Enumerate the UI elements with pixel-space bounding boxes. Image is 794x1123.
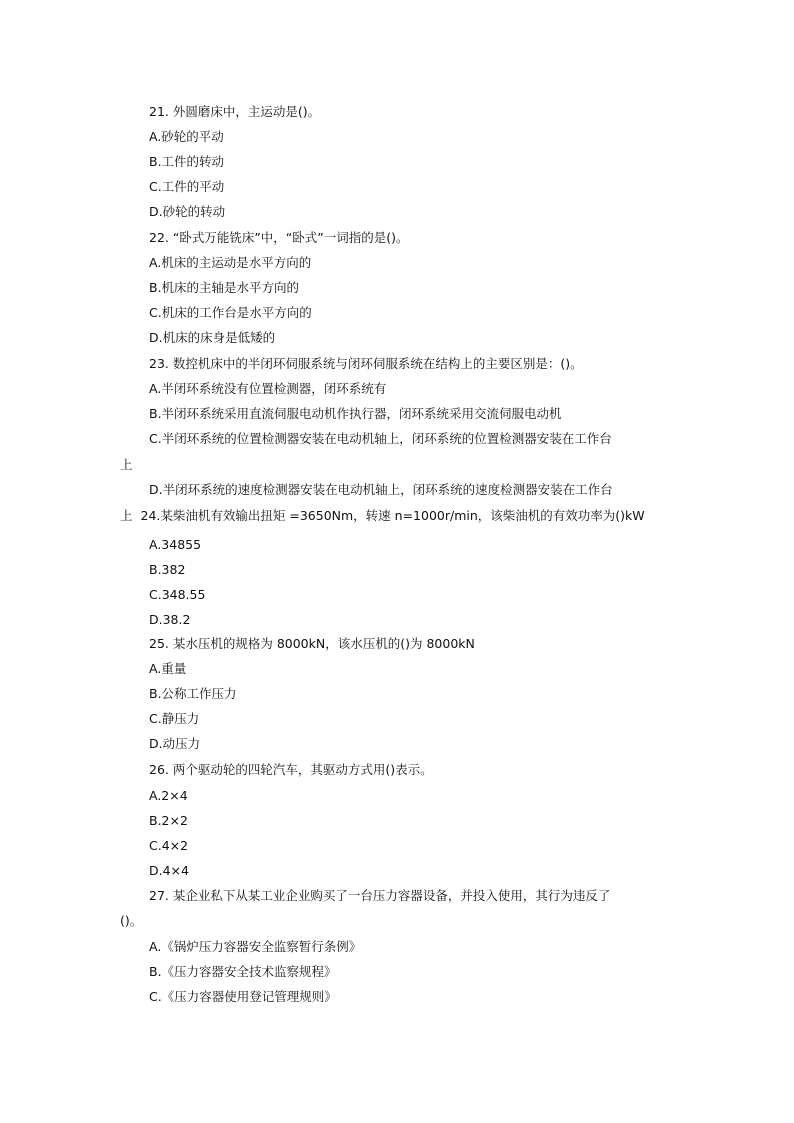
option: B.382 [149, 562, 186, 577]
option: D.38.2 [149, 612, 191, 627]
option: B.公称工作压力 [149, 686, 237, 701]
option: B.工件的转动 [149, 154, 225, 169]
question-25-stem: 25. 某水压机的规格为 8000kN，该水压机的()为 8000kN [149, 636, 475, 651]
option: D.机床的床身是低矮的 [149, 330, 276, 345]
question-27-stem: 27. 某企业私下从某工业企业购买了一台压力容器设备，并投入使用，其行为违反了 [149, 888, 611, 903]
option: D.4×4 [149, 863, 189, 878]
option-continuation: 上 [120, 457, 133, 472]
option: A.2×4 [149, 788, 188, 803]
option: C.半闭环系统的位置检测器安装在电动机轴上，闭环系统的位置检测器安装在工作台 [149, 431, 612, 446]
option: C.工件的平动 [149, 179, 225, 194]
option: A.砂轮的平动 [149, 129, 224, 144]
question-26-stem: 26. 两个驱动轮的四轮汽车，其驱动方式用()表示。 [149, 762, 433, 777]
option: D.半闭环系统的速度检测器安装在电动机轴上，闭环系统的速度检测器安装在工作台 [149, 482, 613, 497]
option: B.半闭环系统采用直流伺服电动机作执行器，闭环系统采用交流伺服电动机 [149, 406, 562, 421]
option: B.2×2 [149, 813, 188, 828]
option: C.《压力容器使用登记管理规则》 [149, 989, 337, 1004]
option: A.半闭环系统没有位置检测器，闭环系统有 [149, 381, 387, 396]
question-24-stem: 24.某柴油机有效输出扭矩 =3650Nm，转速 n=1000r/min，该柴油机的有效功率为()kW [140, 508, 645, 523]
option: A.34855 [149, 537, 202, 552]
option-continuation: 上 [120, 508, 133, 523]
question-22-stem: 22. “卧式万能铣床”中，“卧式”一词指的是()。 [149, 230, 409, 245]
question-21-stem: 21. 外圆磨床中，主运动是()。 [149, 104, 321, 119]
mixed-line [120, 508, 645, 524]
option: C.4×2 [149, 838, 189, 853]
option: C.机床的工作台是水平方向的 [149, 305, 312, 320]
option: A.重量 [149, 661, 187, 676]
option: D.砂轮的转动 [149, 204, 226, 219]
option: A.《锅炉压力容器安全监察暂行条例》 [149, 939, 362, 954]
option: A.机床的主运动是水平方向的 [149, 255, 312, 270]
option: C.348.55 [149, 587, 206, 602]
option: B.机床的主轴是水平方向的 [149, 280, 300, 295]
option: C.静压力 [149, 711, 200, 726]
option: B.《压力容器安全技术监察规程》 [149, 964, 337, 979]
question-23-stem: 23. 数控机床中的半闭环伺服系统与闭环伺服系统在结构上的主要区别是：()。 [149, 356, 583, 371]
option: D.动压力 [149, 736, 201, 751]
stem-continuation: ()。 [120, 913, 143, 928]
